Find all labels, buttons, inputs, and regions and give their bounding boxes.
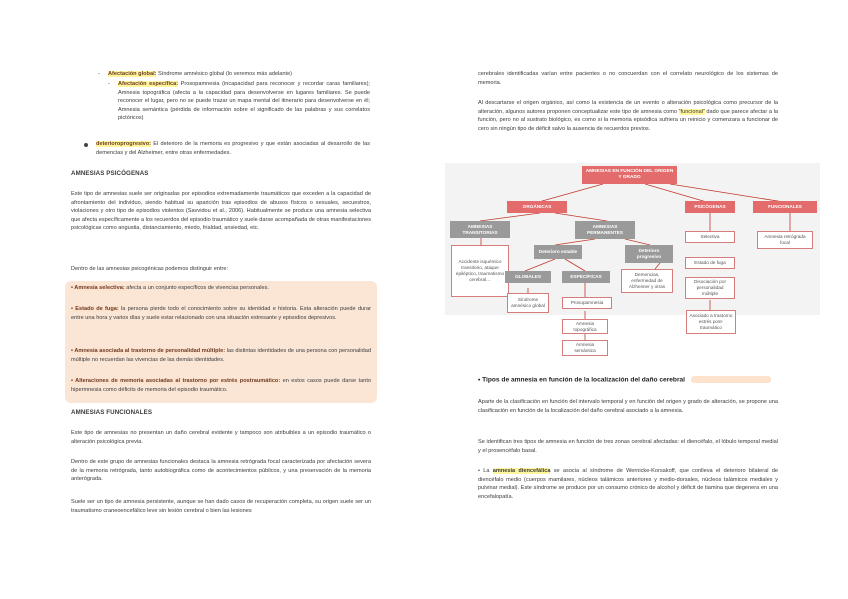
paragraph-funcionales-3: Suele ser un tipo de amnesia persistente, aunque se han dado casos de recuperación completa, su origen suele ser un traumatismo craneoencefálico leve sin lesión cerebral o bien las lesiones [71, 499, 371, 514]
list-item-amnesia-selectiva [71, 284, 371, 293]
estado-fuga-text: la persona pierde todo el conocimiento sobre su identidad e historia. Esta alteración puede durar entre una hora y varios días y suele estar relacionado con una situación estresante y episodios depresivos. [71, 306, 372, 321]
diagram-prosopamnesia: Prosopamnesia [562, 297, 612, 309]
diagram-demencias: Demencias, enfermedad de Alzheimer y otras [621, 269, 673, 293]
diagram-transitorias: AMNESIAS TRANSITORIAS [450, 221, 510, 238]
diagram-especificas: ESPECÍFICAS [562, 271, 610, 283]
diagram-root: AMNESIAS EN FUNCIÓN DEL ORIGEN Y GRADO [582, 166, 677, 184]
diagram-estado-fuga: Estado de fuga [685, 257, 735, 269]
estres-postraumatico-text: en estos casos puede darse tanto hipermnesia como déficits de memoria del episodio traumático. [71, 378, 371, 393]
diagram-asociado-estres: Asociado a trastorno estrés post-traumático [686, 310, 736, 334]
heading-localizacion-text: • Tipos de amnesia en función de la localización del daño cerebral [478, 376, 686, 384]
list-item-afectacion-especifica: - Afectación específica: Prosopamnesia (incapacidad para reconocer y recordar caras familiares); Amnesia topográfica (afecta a la capacidad para desenvolverse en lugares familiares. Se puede reconocer el lugar, pero no se puede trazar un mapa mental del itinerario para desenvolverse en él; Amnesia semántica (pérdida de información sobre el significado de las palabras y sus correlatos pictóricos) [108, 81, 370, 122]
diagram-organicas: ORGÁNICAS [507, 201, 567, 213]
desc-post: dado que parece afectar a la función, pero no al sustrato biológico, es como si la memoria episódica sufriera un reinicio y comenzara a funcionar de cero sin ningún tipo de déficit salvo la ausencia de recuerdos previos. [478, 108, 778, 132]
paragraph-localizacion-2: Se identifican tres tipos de amnesia en función de tres zonas cerebral afectadas: el diencéfalo, el lóbulo temporal medial y el prosencéfalo basal. [478, 439, 778, 454]
diencefalica-pre: • La [478, 468, 493, 474]
diagram-deterioro-progresivo: Deterioro progresivo [625, 245, 673, 263]
diagram-psicogenas: PSICÓGENAS [685, 201, 735, 213]
afectacion-global-text: Síndrome amnésico global (lo veremos más adelante) [156, 71, 293, 77]
personalidad-multiple-label: • Amnesia asociada al trastorno de personalidad múltiple: [71, 348, 226, 354]
amnesia-selectiva-label: • Amnesia selectiva: [71, 285, 125, 291]
personalidad-multiple-text: las distintas identidades de una persona con personalidad múltiple no recuerdan las vivencias de las demás identidades. [71, 348, 371, 363]
diagram-transitorias-desc: Accidente isquémico transitorio, ataque epiléptico, traumatismo cerebral… [451, 245, 509, 297]
diagram-deterioro-estable: Deterioro estable [534, 245, 582, 259]
amnesia-diencefalica-highlight: amnesia diencefálica [492, 468, 551, 474]
list-item-estres-postraumatico [71, 377, 371, 394]
diagram-retrograda-focal: Amnesia retrógrada focal [757, 231, 813, 249]
afectacion-especifica-label: Afectación específica: [118, 81, 179, 87]
diagram-disociacion: Disociación por personalidad múltiple [685, 277, 735, 299]
list-item-personalidad-multiple [71, 347, 371, 364]
list-item-estado-fuga [71, 305, 371, 322]
diagram-globales: GLOBALES [505, 271, 551, 283]
deterioro-text: El deterioro de la memoria es progresivo y que están asociadas al desarrollo de las demencias y del Alzheimer, entre otras enfermedades. [96, 141, 370, 156]
paragraph-funcionales-1: Este tipo de amnesias no presentan un daño cerebral evidente y tampoco son atribuibles a un episodio traumático o alteración psicológica previa. [71, 430, 371, 445]
diagram-permanentes: AMNESIAS PERMANENTES [575, 221, 635, 239]
heading-amnesias-funcionales: AMNESIAS FUNCIONALES [71, 409, 153, 416]
deterioro-label: deterioroprogresivo: [96, 141, 152, 147]
desc-pre: Al descartarse el origen orgánico, así como la existencia de un evento o alteración psicológica como precursor de la alteración, algunos autores proponen conceptualizar este tipo de amnesia como [478, 100, 778, 115]
amnesia-selectiva-text: afecta a un conjunto específicos de vivencias personales. [124, 285, 269, 291]
paragraph-psicogenas: Este tipo de amnesias suele ser originadas por episodios extremadamente traumáticos que exceden a la capacidad de afrontamiento del individuo, siendo habitual su aparición tras episodios de abusos físicos o sexuales, secuestros, violaciones y otro tipo de episodios violentos (Savvidou et al., 2006). Habitualmente se produce una amnesia selectiva que afecta específicamente a los recuerdos del episodio traumático y suele darse acompañada de otras manifestaciones psicológicas como angustia, distanciamiento, miedo, frialdad, ansiedad, etc. [71, 191, 371, 232]
afectacion-especifica-text: Prosopamnesia (incapacidad para reconocer y recordar caras familiares); Amnesia topográfica (afecta a la capacidad para desenvolverse en lugares familiares. Se puede reconocer el lugar, pero no se puede trazar un mapa mental del itinerario para desenvolverse en él; Amnesia semántica (pérdida de información sobre el significado de las palabras y sus correlatos pictóricos) [118, 81, 370, 122]
paragraph-localizacion-1: Aparte de la clasificación en función del intervalo temporal y en función del origen y grado de alteración, se propone una clasificación en función de la localización del daño cerebral asociado a la amnesia. [478, 399, 778, 414]
paragraph-continuation: cerebrales identificadas varían entre pacientes o no concuerdan con el correlato neurológico de los sistemas de memoria. [478, 71, 778, 86]
paragraph-funcional-description [478, 99, 778, 133]
diagram-topografica: Amnesia topográfica [562, 319, 608, 334]
diagram-semantica: Amnesia semántica [562, 340, 608, 356]
diencefalica-post: se asocia al síndrome de Wernicke-Korsakoff, que conlleva el deterioro bilateral de diencéfalo medio (cuerpos mamilares, núcleos talámicos anteriores y medio-dorsales, núcleos talámicos mediales y pulvinar medial). Este síndrome se produce por un consumo crónico de alcohol y déficit de tiamina que degenera en una encefalopatía. [478, 468, 779, 500]
diagram-selectiva: Selectiva [685, 231, 735, 243]
heading-highlight-bar [691, 376, 771, 383]
heading-localizacion [478, 376, 808, 383]
paragraph-diencefalica [478, 467, 778, 501]
diagram-amnesias-origen-grado [445, 163, 820, 315]
afectacion-global-label: Afectación global: [108, 71, 157, 77]
diagram-sindrome: Síndrome amnésico global [507, 293, 549, 313]
paragraph-funcionales-2: Dentro de este grupo de amnesias funcionales destaca la amnesia retrógrada focal caracterizada por afectación severa de la memoria retrógrada, tanto autobiográfica como de acontecimientos públicos, y una preservación de la memoria anterógrada. [71, 459, 371, 483]
bullet-icon [84, 143, 88, 147]
heading-amnesias-psicogenas: AMNESIAS PSICÓGENAS [71, 170, 149, 177]
diagram-funcionales: FUNCIONALES [753, 201, 817, 213]
funcional-highlight: “funcional” [678, 108, 705, 115]
bullet-deterioro-progresivo [96, 140, 370, 157]
estado-fuga-label: • Estado de fuga: [71, 306, 119, 312]
estres-postraumatico-label: • Alteraciones de memoria asociadas al trastorno por estrés postraumático: [71, 378, 281, 384]
paragraph-dentro: Dentro de las amnesias psicogénicas podemos distinguir entre: [71, 266, 229, 272]
list-item-afectacion-global: - Afectación global: Síndrome amnésico global (lo veremos más adelante) [98, 71, 293, 77]
